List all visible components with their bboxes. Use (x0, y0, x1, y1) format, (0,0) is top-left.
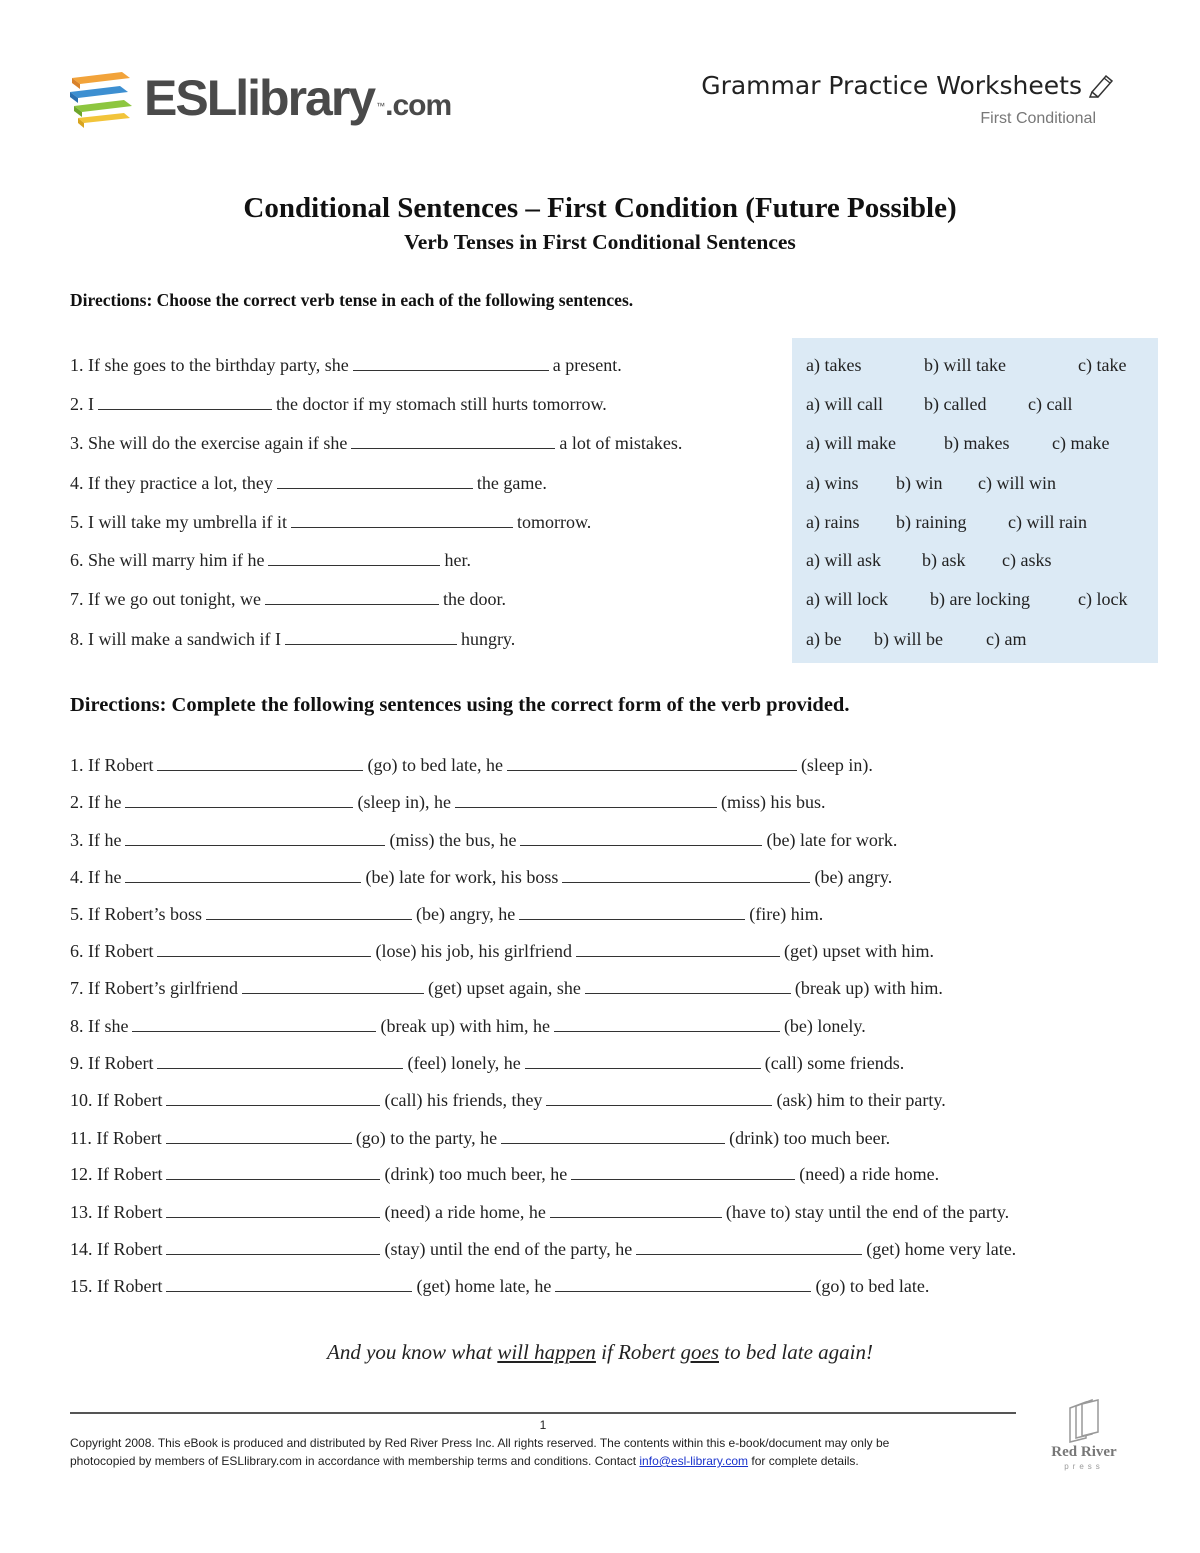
answer-blank[interactable] (353, 354, 549, 371)
question-text: 14. If Robert (70, 1239, 163, 1259)
question-text: 5. If Robert’s boss (70, 904, 202, 924)
answer-blank[interactable] (501, 1127, 725, 1144)
answer-blank[interactable] (268, 549, 440, 566)
question-text: (ask) him to their party. (776, 1090, 946, 1110)
question-text: (have to) stay until the end of the party. (725, 1202, 1010, 1222)
answer-option[interactable]: b) called (924, 394, 987, 414)
question-text: a lot of mistakes. (559, 433, 683, 453)
answer-option[interactable]: b) are locking (930, 589, 1030, 609)
question-text: (be) late for work. (766, 830, 898, 850)
question-text: the doctor if my stomach still hurts tomorrow. (276, 394, 607, 414)
question-text: (go) to bed late. (815, 1276, 930, 1296)
question-text: 15. If Robert (70, 1276, 163, 1296)
question-text: (call) his friends, they (384, 1090, 543, 1110)
answer-option[interactable]: a) be (806, 629, 842, 649)
question-item (70, 754, 873, 776)
question-text: (be) lonely. (783, 1016, 866, 1036)
question-text: 4. If he (70, 867, 122, 887)
question-item (70, 1089, 946, 1111)
logo-wordmark: ESLlibrary ™.com (144, 70, 452, 126)
answer-blank[interactable] (166, 1163, 380, 1180)
answer-option[interactable]: c) will rain (1008, 512, 1087, 532)
question-text: (fire) him. (749, 904, 824, 924)
question-text: (feel) lonely, he (407, 1053, 521, 1073)
question-item (70, 1127, 890, 1149)
answer-option[interactable]: b) will be (874, 629, 943, 649)
answer-blank[interactable] (166, 1238, 380, 1255)
question-text: 6. If Robert (70, 941, 154, 961)
question-item (70, 1238, 1016, 1260)
question-item (70, 393, 607, 415)
answer-option[interactable]: b) ask (922, 550, 966, 570)
question-text: (sleep in). (800, 755, 873, 775)
answer-blank[interactable] (571, 1163, 795, 1180)
question-text: 3. If he (70, 830, 122, 850)
answer-blank[interactable] (555, 1275, 811, 1292)
question-text: 11. If Robert (70, 1128, 162, 1148)
question-text: (get) upset with him. (783, 941, 934, 961)
directions-part1: Directions: Choose the correct verb tense in each of the following sentences. (70, 290, 634, 310)
question-text: (miss) his bus. (720, 792, 826, 812)
esl-library-logo (68, 66, 452, 138)
answer-blank[interactable] (166, 1089, 380, 1106)
question-item (70, 791, 825, 813)
question-text: 12. If Robert (70, 1164, 163, 1184)
page-title: Conditional Sentences – First Condition (Future Possible) (243, 192, 957, 224)
answer-blank[interactable] (562, 866, 810, 883)
contact-email-link[interactable]: info@esl-library.com (639, 1454, 749, 1468)
directions-part2: Directions: Complete the following sentences using the correct form of the verb provided. (70, 694, 850, 716)
question-text: (drink) too much beer, he (384, 1164, 568, 1184)
question-text: hungry. (460, 629, 516, 649)
question-text: 7. If we go out tonight, we (70, 589, 261, 609)
question-text: (go) to bed late, he (367, 755, 503, 775)
answer-choices-box (792, 338, 1158, 663)
answer-option[interactable]: a) will ask (806, 550, 881, 570)
question-text: 3. She will do the exercise again if she (70, 433, 348, 453)
answer-blank[interactable] (242, 977, 424, 994)
answer-blank[interactable] (285, 628, 457, 645)
answer-blank[interactable] (291, 511, 513, 528)
question-text: a present. (552, 355, 622, 375)
question-text: (miss) the bus, he (389, 830, 517, 850)
question-item (70, 1201, 1009, 1223)
question-text: 8. If she (70, 1016, 129, 1036)
answer-blank[interactable] (546, 1089, 772, 1106)
question-text: 1. If Robert (70, 755, 154, 775)
question-text: 10. If Robert (70, 1090, 163, 1110)
series-title: Grammar Practice Worksheets (701, 70, 1116, 100)
answer-option[interactable]: a) takes (806, 355, 862, 375)
answer-blank[interactable] (206, 903, 412, 920)
question-text: 9. If Robert (70, 1053, 154, 1073)
answer-blank[interactable] (265, 588, 439, 605)
answer-option[interactable]: c) will win (978, 473, 1056, 493)
answer-option[interactable]: c) am (986, 629, 1027, 649)
answer-blank[interactable] (166, 1275, 412, 1292)
answer-option[interactable]: c) lock (1078, 589, 1128, 609)
page-number: 1 (539, 1418, 547, 1432)
question-item (70, 866, 892, 888)
answer-option[interactable]: a) rains (806, 512, 860, 532)
question-item (70, 628, 515, 650)
question-text: (lose) his job, his girlfriend (375, 941, 572, 961)
question-text: (call) some friends. (764, 1053, 905, 1073)
answer-option[interactable]: b) makes (944, 433, 1010, 453)
question-text: (sleep in), he (357, 792, 451, 812)
answer-blank[interactable] (166, 1201, 380, 1218)
question-item (70, 432, 682, 454)
pencil-icon (1088, 70, 1116, 98)
question-item (70, 1275, 929, 1297)
answer-blank[interactable] (166, 1127, 352, 1144)
question-item (70, 1163, 939, 1185)
answer-option[interactable]: a) will make (806, 433, 896, 453)
answer-blank[interactable] (576, 940, 780, 957)
answer-option[interactable]: a) will lock (806, 589, 888, 609)
question-item (70, 354, 622, 376)
answer-option[interactable]: b) win (896, 473, 943, 493)
question-text: 5. I will take my umbrella if it (70, 512, 287, 532)
book-stack-icon (68, 70, 134, 132)
question-text: tomorrow. (516, 512, 592, 532)
answer-blank[interactable] (520, 829, 762, 846)
answer-option[interactable]: c) call (1028, 394, 1073, 414)
answer-blank[interactable] (132, 1015, 376, 1032)
question-text: 4. If they practice a lot, they (70, 473, 273, 493)
answer-option[interactable]: b) raining (896, 512, 967, 532)
copyright-notice: Copyright 2008. This eBook is produced and distributed by Red River Press Inc. All rights reserved. The contents within this e-book/document may only be photocopied by members of ESLlibrary.com in accordance with membership terms and conditions. Contact info@esl-library.com for complete details. (70, 1436, 890, 1468)
answer-blank[interactable] (125, 866, 361, 883)
answer-blank[interactable] (455, 791, 717, 808)
answer-blank[interactable] (125, 829, 385, 846)
question-item (70, 549, 471, 571)
page-subtitle: Verb Tenses in First Conditional Sentences (404, 230, 796, 254)
question-item (70, 903, 823, 925)
question-text: 2. If he (70, 792, 122, 812)
answer-blank[interactable] (125, 791, 353, 808)
question-text: 1. If she goes to the birthday party, she (70, 355, 349, 375)
answer-option[interactable]: c) make (1052, 433, 1110, 453)
question-text: (get) upset again, she (427, 978, 581, 998)
answer-blank[interactable] (507, 754, 797, 771)
question-text: her. (444, 550, 471, 570)
pages-icon (1044, 1398, 1124, 1444)
question-item (70, 1015, 866, 1037)
answer-option[interactable]: b) will take (924, 355, 1006, 375)
answer-blank[interactable] (277, 472, 473, 489)
question-text: (be) angry. (814, 867, 893, 887)
question-text: (get) home very late. (866, 1239, 1017, 1259)
question-text: (need) a ride home. (799, 1164, 940, 1184)
answer-option[interactable]: a) will call (806, 394, 883, 414)
question-text: the door. (442, 589, 506, 609)
question-text: (be) late for work, his boss (365, 867, 559, 887)
answer-blank[interactable] (550, 1201, 722, 1218)
question-item (70, 511, 591, 533)
red-river-press-logo: Red River press (1044, 1398, 1124, 1478)
question-text: (break up) with him. (794, 978, 943, 998)
answer-blank[interactable] (585, 977, 791, 994)
question-text: (be) angry, he (416, 904, 516, 924)
answer-blank[interactable] (157, 754, 363, 771)
question-item (70, 977, 943, 999)
question-text: 8. I will make a sandwich if I (70, 629, 281, 649)
answer-blank[interactable] (636, 1238, 862, 1255)
answer-blank[interactable] (525, 1052, 761, 1069)
question-text: (stay) until the end of the party, he (384, 1239, 633, 1259)
question-text: 2. I (70, 394, 94, 414)
answer-blank[interactable] (157, 940, 371, 957)
question-text: 7. If Robert’s girlfriend (70, 978, 238, 998)
answer-option[interactable]: a) wins (806, 473, 859, 493)
answer-blank[interactable] (157, 1052, 403, 1069)
question-item (70, 1052, 904, 1074)
answer-option[interactable]: c) take (1078, 355, 1127, 375)
closing-line: And you know what will happen if Robert goes to bed late again! (327, 1340, 873, 1364)
question-text: (break up) with him, he (380, 1016, 550, 1036)
footer-divider (70, 1412, 1016, 1414)
question-item (70, 588, 506, 610)
answer-blank[interactable] (98, 393, 272, 410)
question-text: (drink) too much beer. (729, 1128, 891, 1148)
question-text: (get) home late, he (416, 1276, 552, 1296)
answer-option[interactable]: c) asks (1002, 550, 1052, 570)
answer-blank[interactable] (519, 903, 745, 920)
series-subtitle: First Conditional (980, 110, 1096, 127)
answer-blank[interactable] (351, 432, 555, 449)
question-item (70, 472, 547, 494)
answer-blank[interactable] (554, 1015, 780, 1032)
question-text: 6. She will marry him if he (70, 550, 265, 570)
question-item (70, 940, 934, 962)
question-text: (need) a ride home, he (384, 1202, 546, 1222)
question-item (70, 829, 897, 851)
question-text: the game. (476, 473, 547, 493)
question-text: 13. If Robert (70, 1202, 163, 1222)
question-text: (go) to the party, he (355, 1128, 498, 1148)
